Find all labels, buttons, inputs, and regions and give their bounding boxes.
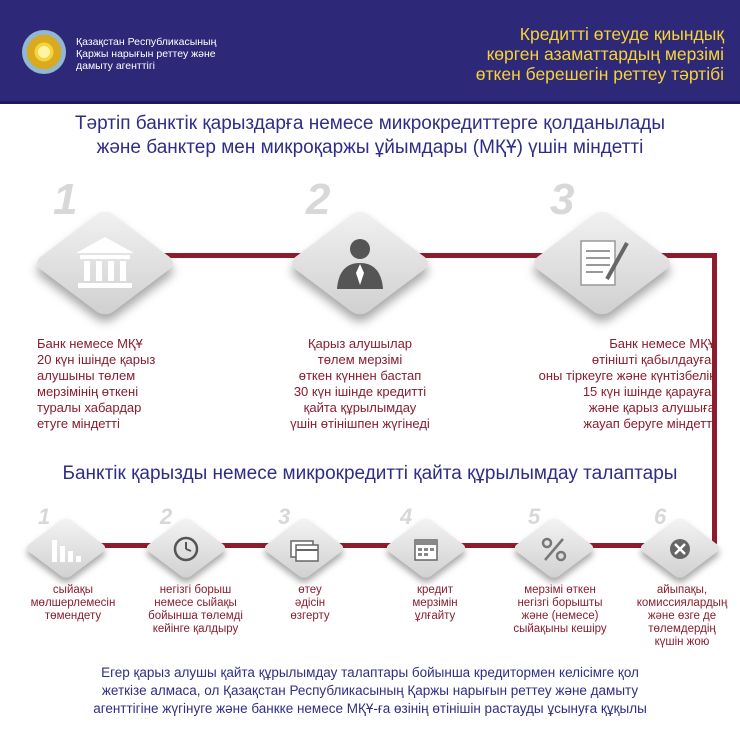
desc-line: 20 күн ішінде қарыз — [37, 352, 156, 367]
label-line: бойынша төлемді — [148, 610, 243, 622]
footer-line: агенттігіне жүгінуге және банкке немесе МҚҰ-ға өзінің өтінішін растауды ұсынуға құқылы — [93, 701, 647, 716]
procedure-step-3 — [512, 175, 692, 328]
label-line: негізгі борышты — [517, 597, 603, 609]
requirement-2-label — [133, 584, 258, 636]
procedure-step-2 — [270, 175, 450, 328]
label-line: комиссиялардың — [636, 597, 728, 609]
desc-line: оны тіркеуге және күнтізбелік — [538, 368, 715, 383]
cancel-icon — [662, 532, 698, 566]
desc-line: төлем мерзімі — [317, 352, 403, 367]
desc-line: Банк немесе МҚҰ — [609, 336, 715, 351]
clock-icon — [168, 532, 204, 566]
label-line: негізгі борыш — [159, 584, 232, 596]
label-line: төмендету — [44, 610, 102, 622]
footer-line: жеткізе алмаса, ол Қазақстан Республикасының Қаржы нарығын реттеу және дамыту — [101, 683, 639, 698]
desc-line: жауап беруге міндетті — [583, 416, 715, 431]
desc-line: туралы хабардар — [37, 400, 142, 415]
footer-note — [0, 664, 740, 718]
desc-line: өткен күннен бастап — [298, 368, 422, 383]
requirement-5-label — [497, 584, 623, 636]
step-number: 2 — [306, 175, 331, 224]
step-number: 1 — [53, 175, 78, 224]
desc-line: алушыны төлем — [37, 368, 136, 383]
step-1-description — [37, 336, 155, 432]
requirement-1-label — [18, 584, 128, 623]
requirements-heading: Банктік қарызды немесе микрокредитті қайта құрылымдау талаптары — [62, 463, 678, 484]
desc-line: етуге міндетті — [37, 416, 120, 431]
payment-method-icon — [286, 532, 322, 566]
label-line: әдісін — [294, 597, 326, 609]
intro-heading — [0, 112, 740, 160]
label-line: мерзімін — [412, 597, 458, 609]
desc-line: өтінішті қабылдауға, — [591, 352, 715, 367]
calendar-icon — [408, 532, 444, 566]
step-3-description — [520, 336, 715, 432]
label-line: төлемдердің — [648, 623, 716, 635]
desc-line: мерзімінің өткені — [37, 384, 139, 399]
requirement-6-label — [626, 584, 738, 649]
title-line: өткен берешегін реттеу тәртібі — [475, 64, 724, 84]
percent-icon — [536, 532, 572, 566]
requirement-6 — [624, 502, 734, 592]
label-line: және (немесе) — [521, 610, 599, 622]
decreasing-chart-icon — [48, 532, 84, 566]
step-number: 3 — [550, 175, 575, 224]
requirement-number: 6 — [654, 504, 667, 529]
desc-line: және қарыз алушыға — [588, 400, 715, 415]
requirement-number: 3 — [278, 504, 291, 529]
intro-line: Тәртіп банктік қарыздарға немесе микрокредиттерге қолданылады — [74, 113, 666, 134]
label-line: мөлшерлемесін — [30, 597, 116, 609]
requirement-4-label — [382, 584, 488, 623]
label-line: ұлғайту — [414, 610, 456, 622]
requirement-3 — [248, 502, 358, 592]
step-2-description — [280, 336, 440, 432]
label-line: және өзге де — [647, 610, 717, 622]
label-line: немесе сыйақы — [154, 597, 237, 609]
label-line: сыйақыны кешіру — [513, 623, 607, 635]
header-banner — [0, 0, 740, 104]
person-icon — [325, 233, 395, 293]
agency-line: Қазақстан Республикасының — [76, 36, 217, 48]
desc-line: қайта құрылымдау — [303, 400, 417, 415]
label-line: мерзімі өткен — [524, 584, 596, 596]
desc-line: үшін өтінішпен жүгінеді — [290, 416, 430, 431]
requirement-number: 5 — [528, 504, 541, 529]
desc-line: 30 күн ішінде кредитті — [293, 384, 427, 399]
requirement-number: 4 — [400, 504, 413, 529]
agency-line: Қаржы нарығын реттеу және — [76, 48, 216, 60]
label-line: күшін жою — [654, 636, 710, 648]
title-line: көрген азаматтардың мерзімі — [486, 44, 724, 64]
requirement-4 — [370, 502, 480, 592]
label-line: өтеу — [298, 584, 322, 596]
label-line: сыйақы — [52, 584, 94, 596]
requirement-1 — [10, 502, 120, 592]
footer-line: Егер қарыз алушы қайта құрылымдау талаптары бойынша кредитормен келісімге қол — [101, 665, 639, 680]
procedure-step-1 — [15, 175, 195, 328]
desc-line: Банк немесе МҚҰ — [37, 336, 143, 351]
label-line: өзгерту — [290, 610, 330, 622]
requirement-number: 2 — [160, 504, 173, 529]
intro-line: және банктер мен микроқаржы ұйымдары (МҚҰ) үшін міндетті — [96, 137, 644, 158]
document-pen-icon — [567, 233, 637, 293]
requirement-5 — [498, 502, 608, 592]
requirement-3-label — [262, 584, 358, 623]
page-title — [394, 24, 724, 84]
desc-line: Қарыз алушылар — [307, 336, 413, 351]
requirement-2 — [130, 502, 240, 592]
agency-name — [76, 36, 216, 72]
requirement-number: 1 — [38, 504, 51, 529]
state-emblem-icon — [22, 30, 66, 74]
desc-line: 15 күн ішінде қарауға, — [582, 384, 715, 399]
agency-line: дамыту агенттігі — [76, 60, 156, 72]
title-line: Кредитті өтеуде қиындық — [519, 24, 724, 44]
label-line: айыпақы, — [656, 584, 708, 596]
label-line: кейінге қалдыру — [152, 623, 239, 635]
label-line: кредит — [417, 584, 453, 596]
bank-icon — [70, 233, 140, 293]
